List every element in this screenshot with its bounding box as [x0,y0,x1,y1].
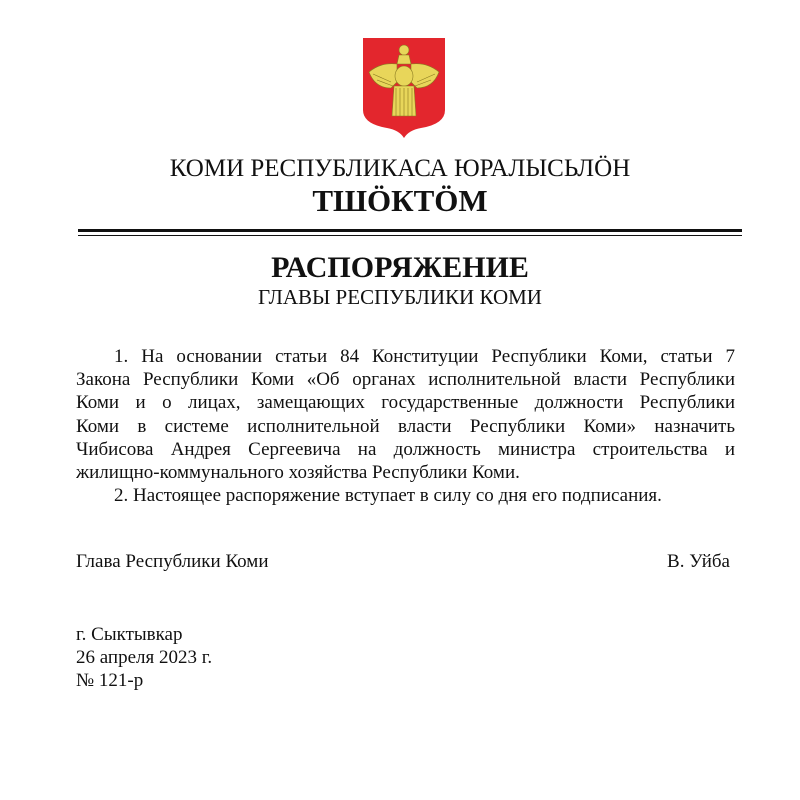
signatory-position: Глава Республики Коми [76,551,269,572]
header-divider-thick [78,229,742,232]
body-line: Чибисова Андрея Сергеевича на должность министра строительства и [76,438,735,460]
header-decree-komi: ТШӦКТӦМ [312,183,488,218]
document-body [76,345,735,507]
body-line: жилищно-коммунального хозяйства Республики Коми. [76,461,520,483]
body-line: Коми и о лицах, замещающих государственные должности Республики [76,392,735,414]
document-subtitle: ГЛАВЫ РЕСПУБЛИКИ КОМИ [258,285,542,309]
body-line: 2. Настоящее распоряжение вступает в силу со дня его подписания. [114,485,662,507]
place: г. Сыктывкар [76,624,183,645]
header-komi-line: КОМИ РЕСПУБЛИКАСА ЮРАЛЫСЬЛӦН [169,155,631,182]
header-divider-thin [78,235,742,236]
document-footer [76,623,212,692]
document-number: № 121-р [76,670,144,691]
document-title: РАСПОРЯЖЕНИЕ [271,251,529,284]
body-line: Коми в системе исполнительной власти Республики Коми» назначить [76,415,735,437]
signatory-name: В. Уйба [667,551,730,572]
body-line: 1. На основании статьи 84 Конституции Республики Коми, статьи 7 [114,346,735,367]
body-line: Закона Республики Коми «Об органах исполнительной власти Республики [76,369,735,391]
date: 26 апреля 2023 г. [76,647,213,668]
coat-of-arms-emblem [361,36,447,140]
